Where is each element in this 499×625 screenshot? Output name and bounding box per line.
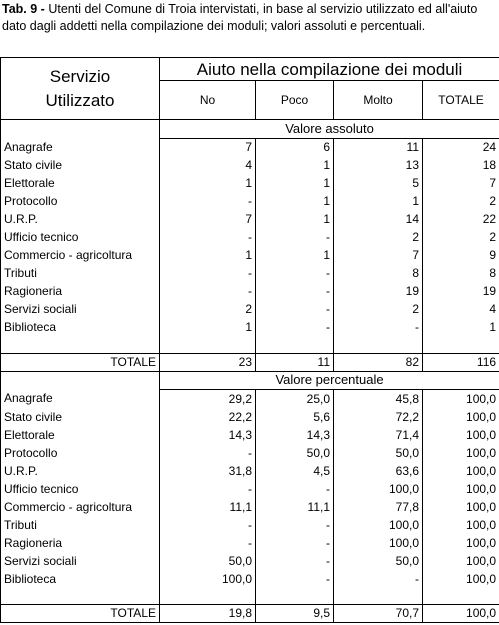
total-label: TOTALE [1,605,160,623]
cell-value: - [256,265,334,283]
cell-value: - [256,534,334,552]
cell-value: - [256,552,334,570]
row-label: Protocollo [1,193,160,211]
cell-value: 50,0 [334,444,423,462]
row-label: Tributi [1,265,160,283]
row-label: Biblioteca [1,570,160,588]
header-servizio-line2: Utilizzato [45,90,115,110]
cell-value: 1 [256,175,334,193]
cell-value: 100,0 [423,408,499,426]
caption-label: Tab. 9 - [2,2,45,16]
table-row [1,229,499,247]
cell-value: - [334,319,423,337]
cell-value: 100,0 [334,480,423,498]
cell-value: - [256,516,334,534]
cell-value: 7 [423,175,499,193]
cell-value: - [160,265,256,283]
cell-value: - [256,301,334,319]
cell-value: 4,5 [256,462,334,480]
cell-value: 2 [160,301,256,319]
caption-text: Utenti del Comune di Troia intervistati, in base al servizio utilizzato ed all'aiuto dato dagli addetti nella compilazione dei moduli; valori assoluti e percentuali. [2,2,478,33]
table-row [1,193,499,211]
header-servizio-line1: Servizio [49,66,111,86]
cell-value: 9 [423,247,499,265]
section-title-row [1,120,499,139]
table-row [1,462,499,480]
spacer-cell [334,337,423,354]
row-label: U.R.P. [1,462,160,480]
spacer-cell [160,588,256,605]
cell-value: - [256,480,334,498]
section-label-spacer [1,371,160,390]
header-aiuto-group: Aiuto nella compilazione dei moduli [160,58,499,81]
header-servizio [1,58,160,120]
row-label: Protocollo [1,444,160,462]
cell-value: 4 [423,301,499,319]
cell-value: 100,0 [423,534,499,552]
cell-value: 19 [334,283,423,301]
total-value: 70,7 [334,605,423,623]
cell-value: - [256,319,334,337]
cell-value: 2 [423,193,499,211]
row-label: Elettorale [1,426,160,444]
table-row [1,498,499,516]
header-col-molto: Molto [334,81,423,120]
total-label: TOTALE [1,353,160,371]
cell-value: 7 [334,247,423,265]
cell-value: 100,0 [160,570,256,588]
cell-value: 31,8 [160,462,256,480]
table-row [1,175,499,193]
cell-value: 1 [256,247,334,265]
cell-value: 4 [160,157,256,175]
spacer-cell [423,588,499,605]
row-label: Ufficio tecnico [1,229,160,247]
cell-value: - [160,534,256,552]
cell-value: 100,0 [423,390,499,409]
cell-value: - [256,229,334,247]
total-value: 100,0 [423,605,499,623]
total-row [1,605,499,623]
header-col-poco: Poco [256,81,334,120]
table-caption [2,1,497,35]
cell-value: - [256,283,334,301]
header-col-no: No [160,81,256,120]
total-value: 116 [423,353,499,371]
row-label: Commercio - agricoltura [1,498,160,516]
cell-value: 7 [160,211,256,229]
cell-value: 100,0 [423,480,499,498]
spacer-cell [423,337,499,354]
cell-value: 1 [160,247,256,265]
cell-value: 1 [256,193,334,211]
cell-value: 100,0 [423,498,499,516]
cell-value: 100,0 [423,444,499,462]
row-label: Tributi [1,516,160,534]
cell-value: 5,6 [256,408,334,426]
cell-value: - [256,570,334,588]
table-row [1,265,499,283]
cell-value: 13 [334,157,423,175]
cell-value: 63,6 [334,462,423,480]
total-value: 11 [256,353,334,371]
row-label: Anagrafe [1,138,160,157]
row-label: Commercio - agricoltura [1,247,160,265]
spacer-cell [160,337,256,354]
cell-value: - [160,516,256,534]
table-body [1,120,499,623]
cell-value: 100,0 [423,552,499,570]
cell-value: 100,0 [423,570,499,588]
cell-value: - [334,570,423,588]
table-row [1,408,499,426]
section-title-row [1,371,499,390]
cell-value: 22 [423,211,499,229]
cell-value: 24 [423,138,499,157]
cell-value: 11,1 [160,498,256,516]
cell-value: 1 [256,157,334,175]
table-row [1,283,499,301]
cell-value: 1 [423,319,499,337]
cell-value: 6 [256,138,334,157]
table-row [1,444,499,462]
cell-value: 19 [423,283,499,301]
cell-value: 1 [160,175,256,193]
cell-value: 5 [334,175,423,193]
table-row [1,138,499,157]
cell-value: 1 [334,193,423,211]
row-label: Ragioneria [1,283,160,301]
row-label: Servizi sociali [1,552,160,570]
total-value: 23 [160,353,256,371]
spacer-row [1,337,499,354]
spacer-cell [1,588,160,605]
cell-value: 14 [334,211,423,229]
total-row [1,353,499,371]
spacer-cell [334,588,423,605]
row-label: U.R.P. [1,211,160,229]
cell-value: - [160,193,256,211]
cell-value: 25,0 [256,390,334,409]
cell-value: 22,2 [160,408,256,426]
row-label: Ufficio tecnico [1,480,160,498]
row-label: Biblioteca [1,319,160,337]
table-row [1,426,499,444]
cell-value: 1 [256,211,334,229]
spacer-cell [256,337,334,354]
cell-value: 1 [160,319,256,337]
cell-value: 2 [423,229,499,247]
section-label-spacer [1,120,160,139]
data-table [0,57,499,623]
cell-value: 7 [160,138,256,157]
table-row [1,319,499,337]
section-title: Valore assoluto [160,120,499,139]
cell-value: 11 [334,138,423,157]
cell-value: 100,0 [423,462,499,480]
cell-value: 50,0 [160,552,256,570]
cell-value: - [160,480,256,498]
cell-value: - [160,444,256,462]
row-label: Elettorale [1,175,160,193]
spacer-cell [256,588,334,605]
section-title: Valore percentuale [160,371,499,390]
spacer-row [1,588,499,605]
table-row [1,247,499,265]
table-row [1,570,499,588]
table-row [1,157,499,175]
cell-value: 14,3 [160,426,256,444]
cell-value: - [160,283,256,301]
row-label: Stato civile [1,408,160,426]
table-row [1,301,499,319]
cell-value: 8 [423,265,499,283]
cell-value: 100,0 [334,516,423,534]
cell-value: 71,4 [334,426,423,444]
cell-value: 8 [334,265,423,283]
cell-value: 18 [423,157,499,175]
cell-value: 29,2 [160,390,256,409]
cell-value: 14,3 [256,426,334,444]
total-value: 19,8 [160,605,256,623]
table-row [1,390,499,409]
table-row [1,534,499,552]
table-row [1,480,499,498]
cell-value: 72,2 [334,408,423,426]
table-row [1,552,499,570]
cell-value: 50,0 [334,552,423,570]
cell-value: 45,8 [334,390,423,409]
cell-value: 77,8 [334,498,423,516]
cell-value: - [160,229,256,247]
cell-value: 100,0 [423,516,499,534]
cell-value: 100,0 [423,426,499,444]
total-value: 9,5 [256,605,334,623]
cell-value: 11,1 [256,498,334,516]
row-label: Servizi sociali [1,301,160,319]
spacer-cell [1,337,160,354]
row-label: Anagrafe [1,390,160,409]
header-col-totale: TOTALE [423,81,499,120]
table-row [1,516,499,534]
table-row [1,211,499,229]
total-value: 82 [334,353,423,371]
cell-value: 100,0 [334,534,423,552]
cell-value: 50,0 [256,444,334,462]
cell-value: 2 [334,229,423,247]
row-label: Stato civile [1,157,160,175]
cell-value: 2 [334,301,423,319]
row-label: Ragioneria [1,534,160,552]
